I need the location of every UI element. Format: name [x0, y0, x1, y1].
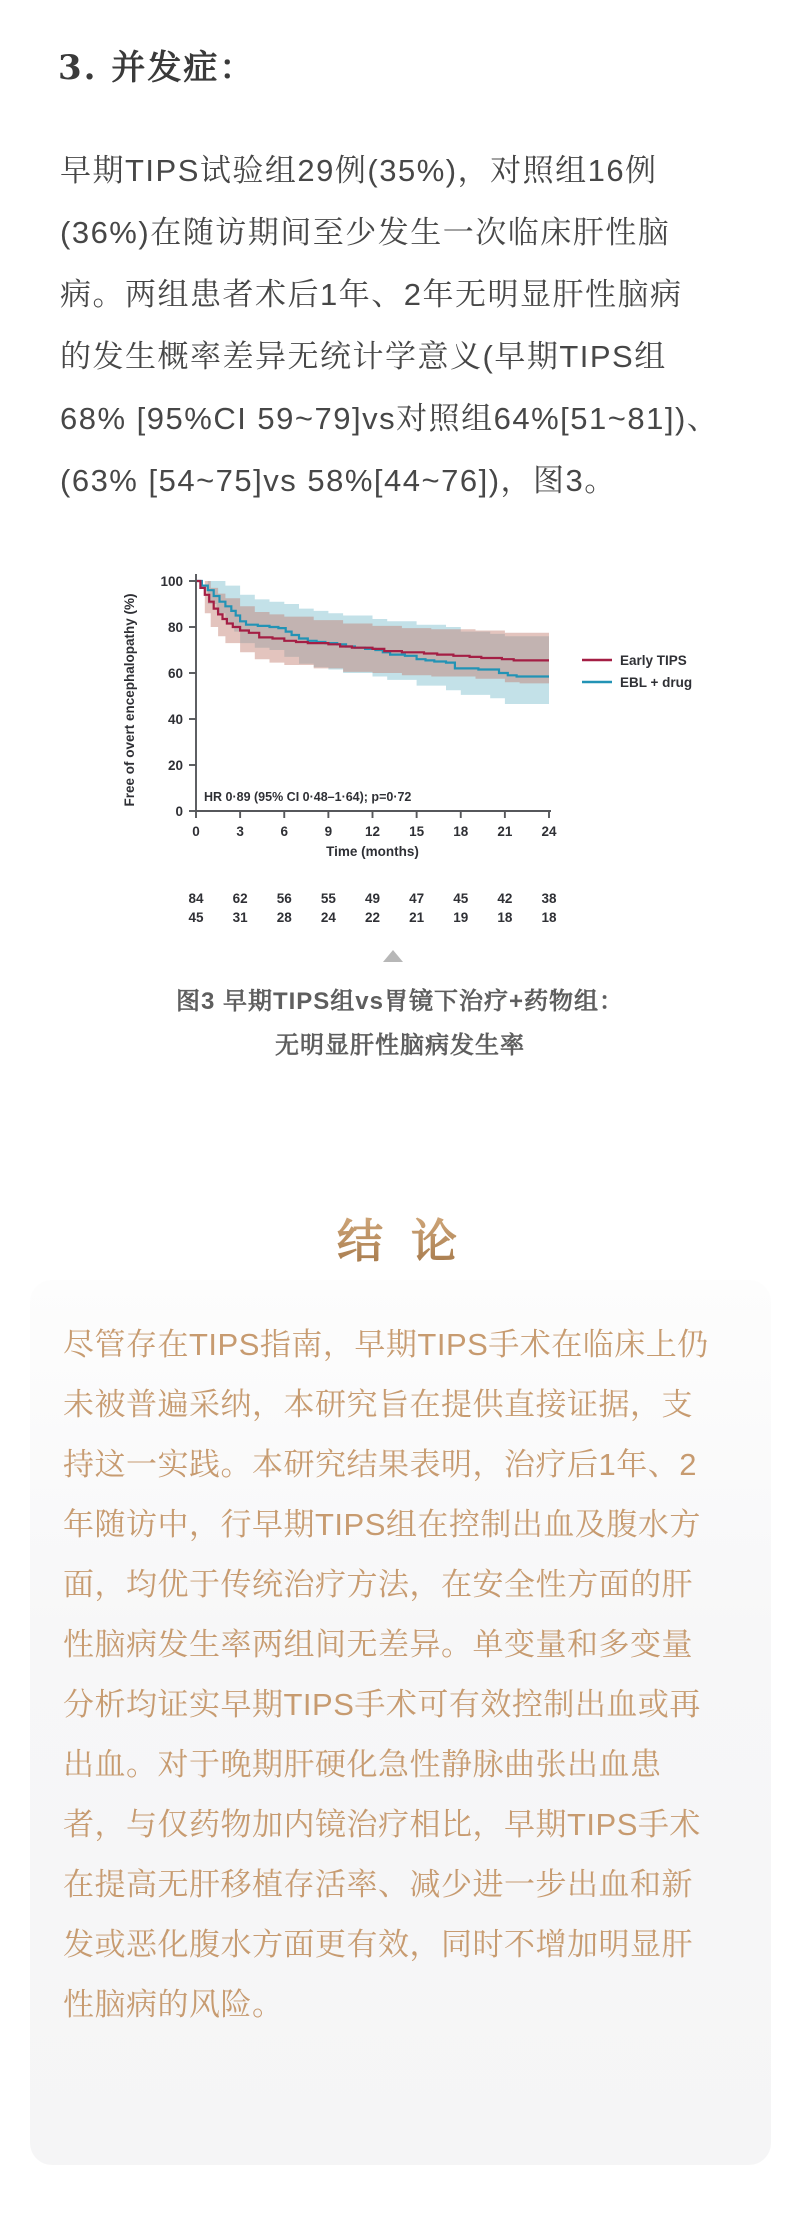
svg-text:3: 3	[236, 824, 244, 839]
paragraph-line: 病。两组患者术后1年、2年无明显肝性脑病	[60, 277, 683, 312]
svg-text:12: 12	[364, 824, 381, 839]
hr-annotation: HR 0·89 (95% CI 0·48–1·64); p=0·72	[204, 790, 412, 804]
svg-text:42: 42	[497, 891, 513, 906]
legend	[582, 653, 692, 690]
svg-text:38: 38	[541, 891, 557, 906]
conclusion-title: 结 论	[0, 1205, 800, 1271]
figure-caption	[0, 980, 800, 1068]
paragraph-line: 68% [95%CI 59~79]vs对照组64%[51~81])、	[60, 401, 720, 436]
figure-caption-line2: 无明显肝性脑病发生率	[275, 1032, 525, 1059]
svg-text:Early TIPS: Early TIPS	[620, 653, 687, 668]
svg-text:56: 56	[276, 891, 292, 906]
svg-text:60: 60	[167, 666, 183, 681]
figure-caption-line1: 图3 早期TIPS组vs胃镜下治疗+药物组：	[175, 988, 625, 1015]
svg-text:40: 40	[167, 712, 183, 727]
svg-text:84: 84	[188, 891, 204, 906]
section-heading: 3. 并发症：	[58, 48, 256, 88]
paragraph-line: 的发生概率差异无统计学意义(早期TIPS组	[60, 339, 667, 374]
svg-text:22: 22	[364, 910, 381, 925]
conclusion-line: 面，均优于传统治疗方法，在安全性方面的肝	[63, 1567, 693, 1602]
svg-text:31: 31	[232, 910, 248, 925]
svg-text:20: 20	[167, 758, 183, 773]
svg-text:100: 100	[160, 574, 183, 589]
svg-text:21: 21	[497, 824, 513, 839]
svg-text:45: 45	[188, 910, 204, 925]
svg-text:EBL + drug: EBL + drug	[620, 675, 693, 690]
conclusion-line: 者，与仅药物加内镜治疗相比，早期TIPS手术	[63, 1807, 701, 1842]
svg-text:0: 0	[175, 804, 183, 819]
conclusion-line: 持这一实践。本研究结果表明，治疗后1年、2	[63, 1447, 697, 1482]
numbers-at-risk	[188, 891, 557, 925]
conclusion-line: 未被普遍采纳，本研究旨在提供直接证据，支	[63, 1387, 693, 1422]
km-figure	[0, 555, 800, 955]
svg-text:18: 18	[497, 910, 513, 925]
conclusion-line: 在提高无肝移植存活率、减少进一步出血和新	[63, 1867, 693, 1902]
conclusion-line: 年随访中，行早期TIPS组在控制出血及腹水方	[63, 1507, 701, 1542]
conclusion-line: 出血。对于晚期肝硬化急性静脉曲张出血患	[63, 1747, 662, 1782]
svg-text:19: 19	[453, 910, 469, 925]
conclusion-line: 性脑病发生率两组间无差异。单变量和多变量	[63, 1627, 693, 1662]
svg-text:Time (months): Time (months)	[326, 844, 419, 859]
km-chart	[0, 555, 800, 955]
svg-text:24: 24	[320, 910, 336, 925]
paragraph-line: (36%)在随访期间至少发生一次临床肝性脑	[60, 215, 671, 250]
paragraph-line: (63% [54~75]vs 58%[44~76])，图3。	[60, 463, 617, 498]
svg-text:18: 18	[453, 824, 469, 839]
conclusion-line: 尽管存在TIPS指南，早期TIPS手术在临床上仍	[63, 1327, 709, 1362]
svg-text:Free of overt encephalopathy (: Free of overt encephalopathy (%)	[122, 593, 137, 807]
paragraph-line: 早期TIPS试验组29例(35%)，对照组16例	[60, 153, 658, 188]
svg-text:15: 15	[409, 824, 425, 839]
conclusion-line: 分析均证实早期TIPS手术可有效控制出血或再	[63, 1687, 701, 1722]
conclusion-paragraph	[63, 1315, 743, 2035]
svg-text:47: 47	[409, 891, 425, 906]
svg-text:6: 6	[280, 824, 289, 839]
svg-text:18: 18	[541, 910, 557, 925]
svg-text:24: 24	[541, 824, 557, 839]
complications-paragraph	[60, 140, 760, 512]
svg-text:45: 45	[453, 891, 469, 906]
svg-text:0: 0	[192, 824, 200, 839]
svg-text:49: 49	[364, 891, 381, 906]
triangle-up-icon	[383, 950, 403, 962]
svg-text:80: 80	[167, 620, 183, 635]
svg-text:28: 28	[276, 910, 292, 925]
conclusion-line: 性脑病的风险。	[63, 1987, 284, 2022]
svg-text:62: 62	[232, 891, 248, 906]
svg-text:55: 55	[320, 891, 336, 906]
svg-text:21: 21	[409, 910, 425, 925]
svg-text:9: 9	[324, 824, 333, 839]
conclusion-line: 发或恶化腹水方面更有效，同时不增加明显肝	[63, 1927, 693, 1962]
